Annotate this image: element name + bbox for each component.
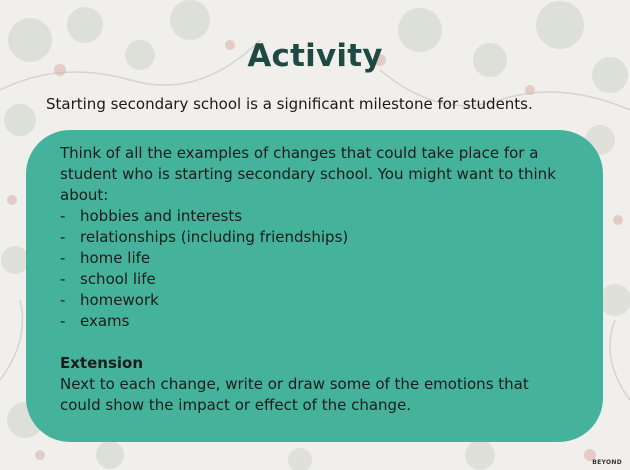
list-item-text: hobbies and interests — [80, 207, 243, 225]
activity-prompt: Think of all the examples of changes that could take place for a student who is starting secondary school. You might want to think about: — [60, 144, 556, 204]
list-item-text: home life — [80, 249, 151, 267]
bullet-dash: - — [60, 270, 66, 288]
list-item — [60, 311, 573, 332]
activity-card — [26, 130, 603, 442]
page-title: Activity — [247, 38, 383, 74]
list-item-text: school life — [80, 270, 156, 288]
bullet-dash: - — [60, 207, 66, 225]
bullet-dash: - — [60, 291, 66, 309]
bullet-dash: - — [60, 312, 66, 330]
list-item — [60, 290, 573, 311]
list-item — [60, 269, 573, 290]
list-item-text: relationships (including friendships) — [80, 228, 349, 246]
change-topics-list — [60, 206, 573, 332]
bullet-dash: - — [60, 249, 66, 267]
list-item-text: homework — [80, 291, 159, 309]
brand-logo: BEYOND — [592, 459, 622, 466]
list-item-text: exams — [80, 312, 130, 330]
bullet-dash: - — [60, 228, 66, 246]
extension-body: Next to each change, write or draw some of the emotions that could show the impact or effect of the change. — [60, 375, 529, 414]
intro-text: Starting secondary school is a significant milestone for students. — [46, 95, 533, 113]
list-item — [60, 248, 573, 269]
extension-heading: Extension — [60, 354, 143, 372]
list-item — [60, 227, 573, 248]
list-item — [60, 206, 573, 227]
